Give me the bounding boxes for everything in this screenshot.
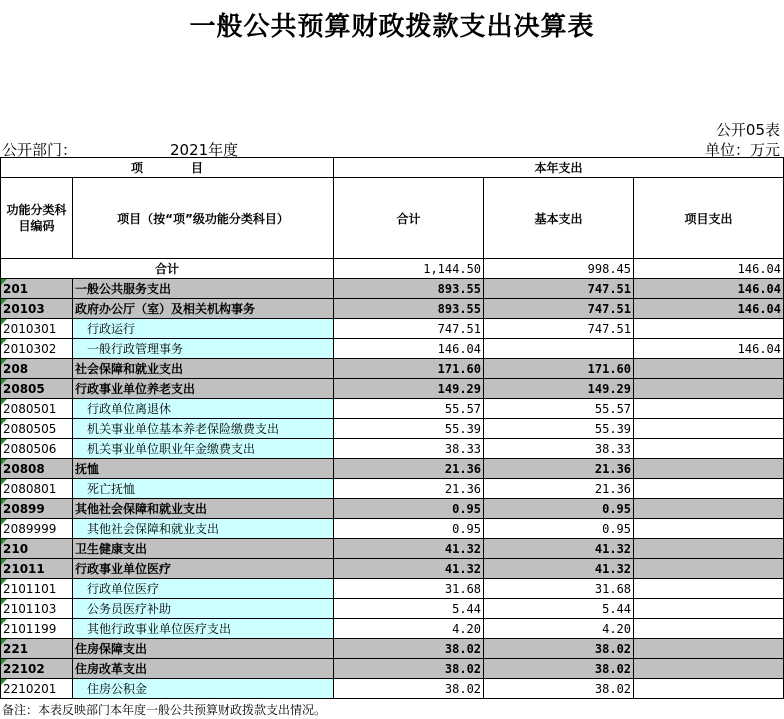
basic-cell: 41.32 [484, 559, 634, 579]
code-cell: 2210201 [1, 679, 73, 699]
code-cell: 2010302 [1, 339, 73, 359]
code-cell: 20103 [1, 299, 73, 319]
project-column-header: 项目支出 [634, 178, 784, 259]
item-group-header: 项 目 [1, 158, 334, 178]
code-cell: 210 [1, 539, 73, 559]
cell-marker-icon [1, 279, 7, 285]
table-row [1, 399, 784, 419]
name-cell: 住房公积金 [73, 679, 334, 699]
total-cell: 893.55 [334, 279, 484, 299]
code-cell: 208 [1, 359, 73, 379]
cell-marker-icon [1, 579, 7, 585]
cell-marker-icon [1, 539, 7, 545]
project-cell [634, 539, 784, 559]
total-project: 146.04 [634, 259, 784, 279]
code-cell: 2101103 [1, 599, 73, 619]
code-cell: 2101199 [1, 619, 73, 639]
project-cell: 146.04 [634, 279, 784, 299]
footnote: 备注：本表反映部门本年度一般公共预算财政拨款支出情况。 [2, 703, 327, 717]
basic-cell: 38.02 [484, 639, 634, 659]
cell-marker-icon [1, 519, 7, 525]
name-column-header: 项目（按“项”级功能分类科目） [73, 178, 334, 259]
name-cell: 其他行政事业单位医疗支出 [73, 619, 334, 639]
project-cell [634, 459, 784, 479]
table-row [1, 639, 784, 659]
code-cell: 2080506 [1, 439, 73, 459]
basic-cell: 21.36 [484, 459, 634, 479]
cell-marker-icon [1, 339, 7, 345]
code-cell: 2101101 [1, 579, 73, 599]
name-cell: 社会保障和就业支出 [73, 359, 334, 379]
header-row-2 [1, 178, 784, 259]
basic-cell: 4.20 [484, 619, 634, 639]
basic-cell [484, 339, 634, 359]
table-row [1, 519, 784, 539]
name-cell: 一般公共服务支出 [73, 279, 334, 299]
basic-cell: 38.02 [484, 679, 634, 699]
basic-cell: 747.51 [484, 299, 634, 319]
expenditure-table [0, 157, 784, 699]
total-cell: 0.95 [334, 499, 484, 519]
cell-marker-icon [1, 459, 7, 465]
total-cell: 55.57 [334, 399, 484, 419]
total-cell: 0.95 [334, 519, 484, 539]
total-cell: 31.68 [334, 579, 484, 599]
table-row [1, 539, 784, 559]
fiscal-year: 2021年度 [170, 141, 239, 159]
code-cell: 20805 [1, 379, 73, 399]
cell-marker-icon [1, 319, 7, 325]
cell-marker-icon [1, 599, 7, 605]
code-cell: 2080801 [1, 479, 73, 499]
cell-marker-icon [1, 479, 7, 485]
total-cell: 41.32 [334, 539, 484, 559]
basic-cell: 55.39 [484, 419, 634, 439]
project-cell [634, 419, 784, 439]
code-cell: 20808 [1, 459, 73, 479]
project-cell [634, 519, 784, 539]
total-row [1, 259, 784, 279]
cell-marker-icon [1, 679, 7, 685]
total-basic: 998.45 [484, 259, 634, 279]
name-cell: 行政单位医疗 [73, 579, 334, 599]
basic-cell: 38.02 [484, 659, 634, 679]
header-row-1 [1, 158, 784, 178]
cell-marker-icon [1, 639, 7, 645]
total-cell: 747.51 [334, 319, 484, 339]
table-row [1, 339, 784, 359]
total-cell: 146.04 [334, 339, 484, 359]
cell-marker-icon [1, 559, 7, 565]
code-cell: 201 [1, 279, 73, 299]
project-cell [634, 379, 784, 399]
basic-cell: 55.57 [484, 399, 634, 419]
name-cell: 公务员医疗补助 [73, 599, 334, 619]
cell-marker-icon [1, 659, 7, 665]
basic-column-header: 基本支出 [484, 178, 634, 259]
total-column-header: 合计 [334, 178, 484, 259]
total-cell: 4.20 [334, 619, 484, 639]
total-cell: 41.32 [334, 559, 484, 579]
unit-label: 单位：万元 [704, 141, 780, 159]
code-cell: 221 [1, 639, 73, 659]
table-row [1, 579, 784, 599]
basic-cell: 747.51 [484, 319, 634, 339]
table-row [1, 679, 784, 699]
project-cell [634, 599, 784, 619]
table-row [1, 439, 784, 459]
name-cell: 一般行政管理事务 [73, 339, 334, 359]
table-row [1, 379, 784, 399]
code-cell: 20899 [1, 499, 73, 519]
table-row [1, 459, 784, 479]
total-cell: 893.55 [334, 299, 484, 319]
code-cell: 21011 [1, 559, 73, 579]
project-cell [634, 319, 784, 339]
project-cell [634, 659, 784, 679]
basic-cell: 747.51 [484, 279, 634, 299]
table-row [1, 599, 784, 619]
project-cell [634, 619, 784, 639]
name-cell: 机关事业单位基本养老保险缴费支出 [73, 419, 334, 439]
name-cell: 行政事业单位医疗 [73, 559, 334, 579]
project-cell: 146.04 [634, 339, 784, 359]
name-cell: 其他社会保障和就业支出 [73, 519, 334, 539]
basic-cell: 5.44 [484, 599, 634, 619]
total-cell: 38.02 [334, 639, 484, 659]
basic-cell: 41.32 [484, 539, 634, 559]
name-cell: 抚恤 [73, 459, 334, 479]
basic-cell: 31.68 [484, 579, 634, 599]
code-cell: 2080501 [1, 399, 73, 419]
project-cell [634, 679, 784, 699]
department-label: 公开部门： [2, 141, 78, 159]
name-cell: 政府办公厅（室）及相关机构事务 [73, 299, 334, 319]
code-column-header: 功能分类科目编码 [1, 178, 73, 259]
total-cell: 5.44 [334, 599, 484, 619]
name-cell: 机关事业单位职业年金缴费支出 [73, 439, 334, 459]
cell-marker-icon [1, 499, 7, 505]
cell-marker-icon [1, 399, 7, 405]
cell-marker-icon [1, 439, 7, 445]
code-cell: 2080505 [1, 419, 73, 439]
table-row [1, 279, 784, 299]
name-cell: 行政单位离退休 [73, 399, 334, 419]
basic-cell: 0.95 [484, 499, 634, 519]
table-row [1, 359, 784, 379]
total-amount: 1,144.50 [334, 259, 484, 279]
total-cell: 171.60 [334, 359, 484, 379]
total-cell: 21.36 [334, 459, 484, 479]
name-cell: 卫生健康支出 [73, 539, 334, 559]
code-cell: 2010301 [1, 319, 73, 339]
total-cell: 21.36 [334, 479, 484, 499]
project-cell [634, 359, 784, 379]
total-cell: 38.02 [334, 679, 484, 699]
project-cell [634, 479, 784, 499]
total-cell: 55.39 [334, 419, 484, 439]
project-cell [634, 439, 784, 459]
basic-cell: 0.95 [484, 519, 634, 539]
basic-cell: 171.60 [484, 359, 634, 379]
total-cell: 149.29 [334, 379, 484, 399]
code-cell: 22102 [1, 659, 73, 679]
name-cell: 其他社会保障和就业支出 [73, 499, 334, 519]
cell-marker-icon [1, 379, 7, 385]
project-cell [634, 559, 784, 579]
table-row [1, 419, 784, 439]
page-title: 一般公共预算财政拨款支出决算表 [189, 12, 595, 42]
name-cell: 行政事业单位养老支出 [73, 379, 334, 399]
basic-cell: 38.33 [484, 439, 634, 459]
table-row [1, 299, 784, 319]
project-cell [634, 499, 784, 519]
basic-cell: 149.29 [484, 379, 634, 399]
cell-marker-icon [1, 299, 7, 305]
table-row [1, 479, 784, 499]
cell-marker-icon [1, 619, 7, 625]
basic-cell: 21.36 [484, 479, 634, 499]
project-cell [634, 399, 784, 419]
name-cell: 行政运行 [73, 319, 334, 339]
project-cell: 146.04 [634, 299, 784, 319]
current-year-header: 本年支出 [334, 158, 784, 178]
name-cell: 住房保障支出 [73, 639, 334, 659]
cell-marker-icon [1, 419, 7, 425]
total-cell: 38.02 [334, 659, 484, 679]
total-label: 合计 [1, 259, 334, 279]
project-cell [634, 579, 784, 599]
project-cell [634, 639, 784, 659]
name-cell: 住房改革支出 [73, 659, 334, 679]
code-cell: 2089999 [1, 519, 73, 539]
form-number: 公开05表 [715, 121, 780, 139]
table-row [1, 559, 784, 579]
name-cell: 死亡抚恤 [73, 479, 334, 499]
table-row [1, 319, 784, 339]
table-row [1, 619, 784, 639]
cell-marker-icon [1, 359, 7, 365]
total-cell: 38.33 [334, 439, 484, 459]
table-row [1, 499, 784, 519]
table-row [1, 659, 784, 679]
